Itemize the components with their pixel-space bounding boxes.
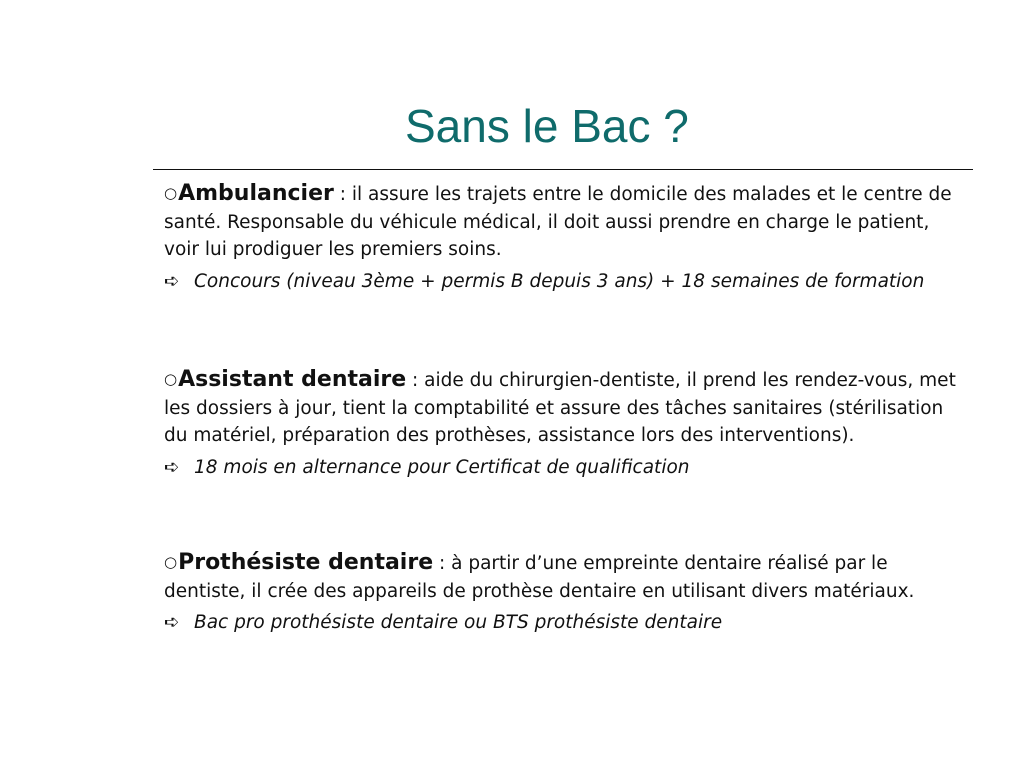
arrow-right-icon: ➪ (164, 612, 180, 633)
entry-assistant-dentaire (164, 366, 964, 481)
training-text: Concours (niveau 3ème + permis B depuis 3 ans) + 18 semaines de formation (194, 270, 925, 292)
job-description: : à partir d’une empreinte dentaire réalisé par le dentiste, il crée des appareils de prothèse dentaire en utilisant divers matériaux. (164, 553, 915, 602)
entry-paragraph (164, 549, 964, 605)
entry-paragraph (164, 366, 964, 450)
training-note (164, 268, 964, 295)
job-title: Ambulancier (178, 181, 334, 206)
job-title: Prothésiste dentaire (178, 550, 434, 575)
circle-bullet-icon: ○ (164, 553, 178, 571)
training-note (164, 609, 964, 636)
title-divider (153, 169, 973, 170)
job-description: : aide du chirurgien-dentiste, il prend les rendez-vous, met les dossiers à jour, tient la comptabilité et assure des tâches sanitaires (stérilisation du matériel, préparation des prothèses, assistance lors des interventions). (164, 370, 956, 446)
entry-ambulancier (164, 180, 964, 295)
entry-paragraph (164, 180, 964, 264)
arrow-right-icon: ➪ (164, 270, 180, 292)
training-text: Bac pro prothésiste dentaire ou BTS prothésiste dentaire (194, 612, 723, 633)
circle-bullet-icon: ○ (164, 370, 178, 388)
slide-title: Sans le Bac ? (405, 100, 689, 152)
entry-prothesiste-dentaire (164, 549, 964, 636)
job-title: Assistant dentaire (178, 367, 407, 392)
circle-bullet-icon: ○ (164, 184, 178, 202)
arrow-right-icon: ➪ (164, 456, 180, 478)
training-text: 18 mois en alternance pour Certificat de qualification (194, 456, 690, 478)
job-description: : il assure les trajets entre le domicile des malades et le centre de santé. Responsable du véhicule médical, il doit aussi prendre en charge le patient, voir lui prodiguer les premiers soins. (164, 184, 952, 260)
training-note (164, 454, 964, 481)
